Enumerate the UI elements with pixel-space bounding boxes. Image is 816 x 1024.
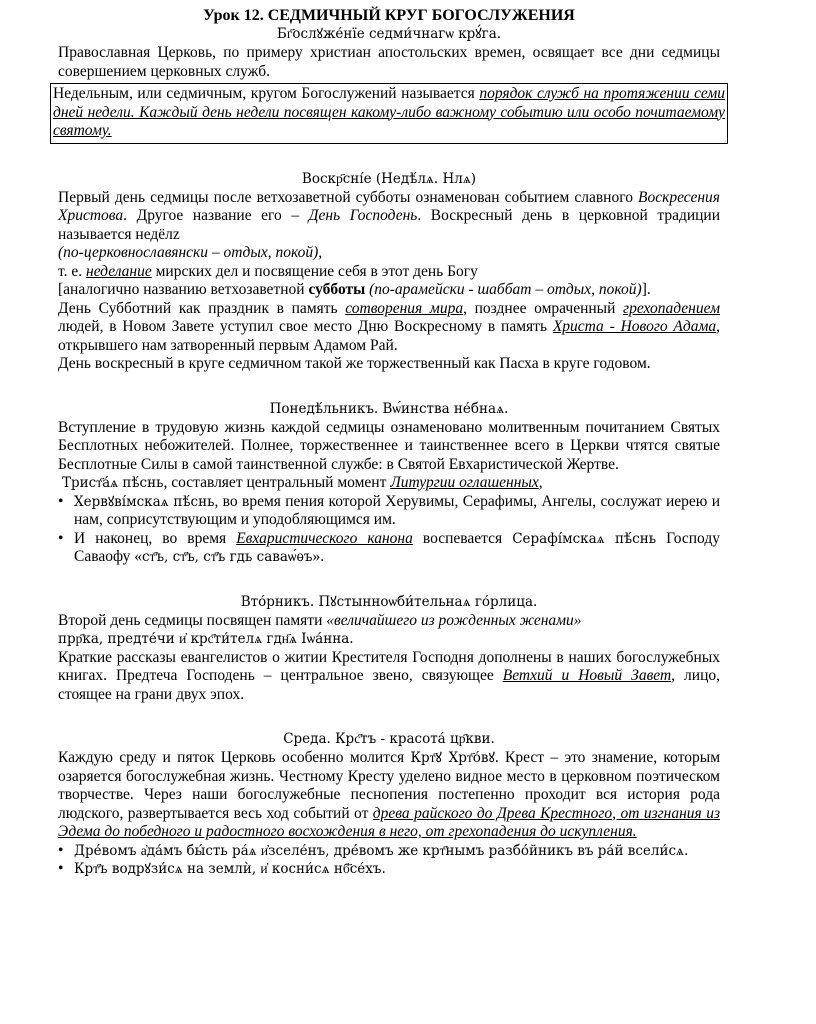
bullet-icon: • [58, 529, 64, 547]
intro-paragraph: Православная Церковь, по примеру христиан апостольских времен, освящает все дни седмицы совершением церковных служб. [58, 44, 720, 80]
sunday-paragraph-4: День Субботний как праздник в память сотворения мира, позднее омраченный грехопадением людей, в Новом Завете уступил свое место Дню Воскресному в память Христа - Нового Адама, открывшего нам затворенный первым Адамом Рай. [58, 299, 721, 354]
sunday-paragraph-3: [аналогично названию ветхозаветной субботы (по-арамейски - шаббат – отдых, покой)]. [58, 281, 651, 298]
definition-lead: Недельным, или седмичным, кругом Богослужений называется [53, 85, 480, 102]
sunday-heading: Воскр҃сні́е (Недѣ́лѧ. Нлѧ) [301, 170, 477, 187]
lesson-subtitle: Бг҃ослꙋже́нїе седми́чнагѡ крꙋ́га. [276, 26, 502, 42]
wednesday-heading: Среда. Крс҃тъ - красота́ цр҃кви. [283, 731, 495, 747]
tuesday-paragraph-2: Краткие рассказы евангелистов о житии Крестителя Господня дополнены в наших богослужебных книгах. Предтеча Господень – центральное звено, связующее Ветхий и Новый Завет, лицо, стоящее на грани двух эпох. [58, 648, 720, 703]
list-item: • И наконец, во время Евхаристического канона воспевается Серафі́мскаѧ пѣ́снь Господу Саваофу «ст҃ъ, ст҃ъ, ст҃ъ гдь саваѡ́ѳъ». [58, 529, 720, 565]
sunday-paragraph-2: т. е. неделание мирских дел и посвящение себя в этот день Богу [58, 262, 478, 280]
list-item: • Дре́вомъ а҆да́мъ бы́сть ра́ѧ и҆зселе́нъ, дре́вомъ же крт҃нымъ разбо́йникъ въ ра́й всели́сѧ. [58, 841, 689, 859]
monday-heading: Понедѣ́льникъ. Вѡ́инства не́бнаѧ. [269, 400, 509, 417]
lesson-title: Урок 12. СЕДМИЧНЫЙ КРУГ БОГОСЛУЖЕНИЯ [203, 7, 575, 24]
sunday-note: (по-церковнославянски – отдых, покой), [58, 244, 323, 261]
tuesday-heading: Вто́рникъ. Пꙋстынноѡби́тельнаѧ го́рлица. [240, 593, 538, 610]
list-item: • Хервꙋві́мскаѧ пѣ́снь, во время пения которой Херувимы, Серафимы, Ангелы, сослужат иерею и нам, соприсутствующим и уподобляющимся им. [58, 492, 720, 528]
definition-emphasis: порядок служб на протяжении семи дней недели. Каждый день недели посвящен какому-либо важному событию или особо почитаемому святому. [53, 85, 725, 139]
sunday-paragraph-5: День воскресный в круге седмичном такой же торжественный как Пасха в круге годовом. [58, 355, 651, 372]
bullet-icon: • [58, 841, 64, 859]
tuesday-paragraph-1: Второй день седмицы посвящен памяти «величайшего из рожденных женами» [58, 611, 582, 629]
wednesday-paragraph: Каждую среду и пяток Церковь особенно молится Крт҃ꙋ Хрт҃о́вꙋ. Крест – это знамение, которым озаряется богослужебная жизнь. Честному Кресту уделено видное место в церковном поэтическом творчестве. Через наши богослужебные песнопения постепенно проходит вся история рода людского, развертывается весь ход событий от древа райского до Древа Крестного, от изгнания из Эдема до победного и радостного восхождения в него, от грехопадения до искупления. [58, 749, 720, 840]
lesson-page [53, 6, 725, 879]
bullet-icon: • [58, 860, 64, 877]
sunday-paragraph-1: Первый день седмицы после ветхозаветной субботы ознаменован событием славного Воскресения Христова. Другое название его – День Господень. Воскресный день в церковной традиции называется недёлz [58, 188, 721, 243]
bullet-icon: • [58, 492, 64, 510]
list-item: • Крт҃ъ водрꙋзи́сѧ на землѝ, и҆ косни́сѧ нб҃се́хъ. [58, 860, 386, 877]
tuesday-slavonic-line: прр҃ка, предте́чи и҆ крс҃ти́телѧ гдн҃ѧ Іѡа́нна. [58, 631, 354, 647]
monday-trisagion: Трист҃а́ѧ пѣ́снь, составляет центральный момент Литургии оглашенных, [62, 474, 543, 491]
definition-box [50, 83, 728, 144]
monday-paragraph: Вступление в трудовую жизнь каждой седмицы ознаменовано молитвенным почитанием Святых Бесплотных небожителей. Полнее, торжественнее и таинственнее всего в Церкви чтятся святые Бесплотные Силы в самой таинственной службе: в Святой Евхаристической Жертве. [58, 418, 720, 473]
